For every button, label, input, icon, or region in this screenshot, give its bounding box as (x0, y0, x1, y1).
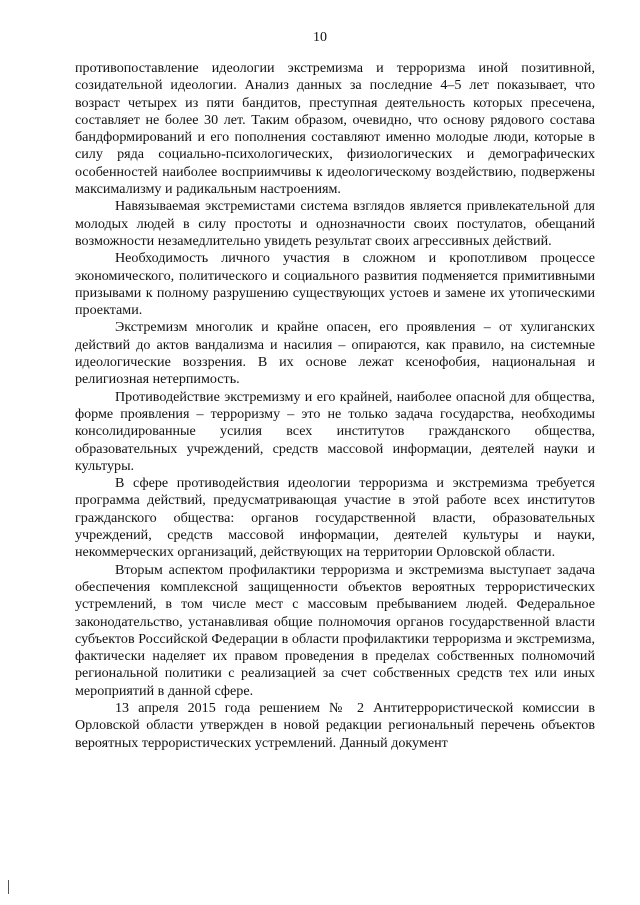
paragraph-5: Противодействие экстремизму и его крайней, наиболее опасной для общества, форме проявления – терроризму – это не только задача государства, необходимы консолидированные усилия всех институтов гражданского общества, образовательных учреждений, средств массовой информации, деятелей науки и культуры. (75, 388, 595, 474)
paragraph-6: В сфере противодействия идеологии терроризма и экстремизма требуется программа действий, предусматривающая участие в этой работе всех институтов гражданского общества: органов государственной власти, образовательных учреждений, средств массовой информации, деятелей культуры и науки, некоммерческих организаций, действующих на территории Орловской области. (75, 475, 595, 561)
document-body (75, 60, 595, 752)
paragraph-1: противопоставление идеологии экстремизма и терроризма иной позитивной, созидательной идеологии. Анализ данных за последние 4–5 лет показывает, что возраст четырех из пяти бандитов, преступная деятельность которых пресечена, составляет не более 30 лет. Таким образом, очевидно, что основу рядового состава бандформирований и его пополнения составляют именно молодые люди, которые в силу ряда социально-психологических, физиологических и демографических особенностей наиболее восприимчивы к идеологическому воздействию, подвержены максимализму и радикальным настроениям. (75, 60, 595, 198)
paragraph-8: 13 апреля 2015 года решением № 2 Антитеррористической комиссии в Орловской области утвержден в новой редакции региональный перечень объектов вероятных террористических устремлений. Данный документ (75, 699, 595, 751)
paragraph-2: Навязываемая экстремистами система взглядов является привлекательной для молодых людей в силу простоты и однозначности своих постулатов, обещаний возможности незамедлительно увидеть результат своих агрессивных действий. (75, 198, 595, 249)
paragraph-4: Экстремизм многолик и крайне опасен, его проявления – от хулиганских действий до актов вандализма и насилия – опираются, как правило, на системные идеологические воззрения. В их основе лежат ксенофобия, национальная и религиозная нетерпимость. (75, 319, 595, 388)
paragraph-3: Необходимость личного участия в сложном и кропотливом процессе экономического, политического и социального развития подменяется примитивными призывами к полному разрушению существующих устоев и замене их утопическими проектами. (75, 250, 595, 319)
paragraph-7: Вторым аспектом профилактики терроризма и экстремизма выступает задача обеспечения комплексной защищенности объектов вероятных террористических устремлений, в том числе мест с массовым пребыванием людей. Федеральное законодательство, устанавливая общие полномочия органов государственной власти субъектов Российской Федерации в области профилактики терроризма и экстремизма, фактически наделяет их правом проведения в пределах собственных полномочий региональной политики с реализацией за счет собственных средств тех или иных мероприятий в данной сфере. (75, 561, 595, 699)
page-number: 10 (313, 30, 327, 45)
scan-artifact (8, 880, 9, 894)
